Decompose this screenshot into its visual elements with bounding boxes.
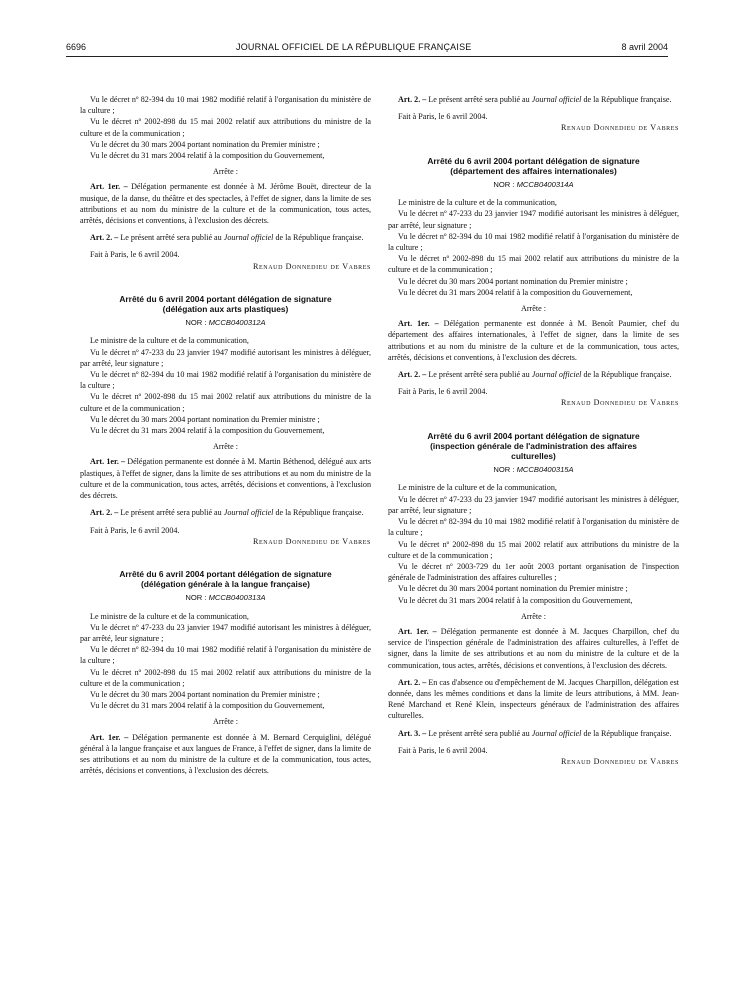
visa: Le ministre de la culture et de la communication, [90,336,249,346]
decree-title-line: Arrêté du 6 avril 2004 portant délégation de signature [119,293,332,304]
article-2 [80,507,371,518]
visa: Vu le décret du 30 mars 2004 portant nomination du Premier ministre ; [398,276,628,286]
decree-title-line: (délégation générale à la langue française) [141,579,310,590]
signature: Renaud Donnedieu de Vabres [561,756,679,766]
fait-line: Fait à Paris, le 6 avril 2004. [398,112,488,122]
visa: Vu le décret du 30 mars 2004 portant nomination du Premier ministre ; [90,414,320,424]
signature: Renaud Donnedieu de Vabres [253,536,371,546]
decree-title-line: Arrêté du 6 avril 2004 portant délégation de signature [427,430,640,441]
article-label: Art. 2. – [398,95,427,104]
arrete-label: Arrête : [521,304,546,314]
visa: Vu le décret nº 47-233 du 23 janvier 1947 modifié autorisant les ministres à déléguer, par arrêté, leur signature ; [388,494,679,515]
arrete-label: Arrête : [213,442,238,452]
visa: Vu le décret nº 2002-898 du 15 mai 2002 relatif aux attributions du ministre de la culture et de la communication ; [80,667,371,688]
article-label: Art. 1er. – [90,732,129,742]
article-text: En cas d'absence ou d'empêchement de M. Jacques Charpillon, délégation est donnée, dans les mêmes conditions et dans la limite de leurs attributions, à MM. Jean-René Marchand et René Klein, inspecteurs généraux de l'administration des affaires culturelles. [388,677,679,721]
signature: Renaud Donnedieu de Vabres [253,261,371,271]
article-label: Art. 2. – [90,233,119,243]
decree-title [388,156,679,176]
article-1 [80,732,371,777]
article-text: Le présent arrêté sera publié au [428,95,530,104]
visa: Vu le décret du 31 mars 2004 relatif à la composition du Gouvernement, [90,151,325,161]
article-text: Le présent arrêté sera publié au [120,233,222,243]
nor-reference [388,179,679,190]
decree-title-line: (inspection générale de l'administration des affaires [430,440,637,451]
article-label: Art. 1er. – [90,457,126,467]
article-label: Art. 1er. – [398,626,437,636]
decree-title-line: (délégation aux arts plastiques) [162,304,289,315]
article-label: Art. 2. – [90,508,119,518]
nor-label: NOR : [493,180,515,190]
nor-reference [80,592,371,603]
article-1 [388,626,679,671]
decree-title-line: Arrêté du 6 avril 2004 portant délégation de signature [427,155,640,166]
article-1 [80,456,371,501]
article-text: Le présent arrêté sera publié au [428,728,530,738]
article-2 [388,94,679,105]
article-label: Art. 2. – [398,370,427,380]
article-text: Délégation permanente est donnée à M. Jérôme Bouët, directeur de la musique, de la danse, du théâtre et des spectacles, à l'effet de signer, dans la limite de ses attributions et au nom du ministre de la culture et de la communication, tous actes, arrêtés, décisions et conventions, à l'exclusion des décrets. [80,182,371,226]
article-text: de la République française. [583,728,672,738]
article-label: Art. 1er. – [398,319,439,329]
visa: Vu le décret du 31 mars 2004 relatif à la composition du Gouvernement, [398,287,633,297]
article-text: Délégation permanente est donnée à M. Benoît Paumier, chef du département des affaires internationales, à l'effet de signer, dans la limite de ses attributions et au nom du ministre de la culture et de la communication, tous actes, arrêtés, décisions et conventions, à l'exclusion des décrets. [388,319,680,362]
nor-label: NOR : [493,465,515,475]
article-text: Délégation permanente est donnée à M. Bernard Cerquiglini, délégué général à la langue française et aux langues de France, à l'effet de signer, dans la limite de ses attributions et au nom du ministre de la culture et de la communication, tous actes, arrêtés, décisions et conventions, à l'exclusion des décrets. [80,732,372,776]
visa: Vu le décret nº 2003-729 du 1er août 2003 portant organisation de l'inspection générale de l'administration des affaires culturelles ; [388,561,679,583]
visa: Vu le décret nº 47-233 du 23 janvier 1947 modifié autorisant les ministres à déléguer, par arrêté, leur signature ; [388,209,679,230]
article-label: Art. 3. – [398,728,427,738]
nor-reference [80,317,371,328]
fait-line: Fait à Paris, le 6 avril 2004. [90,250,180,260]
article-text: Délégation permanente est donnée à M. Jacques Charpillon, chef du service de l'inspection générale de l'administration des affaires culturelles, à l'effet de signer, dans la limite de ses attributions et au nom du ministre de la culture et de la communication, tous actes, arrêtés, décisions et conventions, à l'exclusion des décrets. [388,626,679,670]
visa: Vu le décret nº 82-394 du 10 mai 1982 modifié relatif à l'organisation du ministère de la culture ; [80,95,371,116]
journal-officiel-italic: Journal officiel [531,728,582,738]
visa: Vu le décret nº 47-233 du 23 janvier 1947 modifié autorisant les ministres à déléguer, par arrêté, leur signature ; [80,622,371,643]
right-column [388,94,679,767]
header-rule [66,56,668,57]
article-text: de la République française. [275,233,364,243]
decree-title-line: Arrêté du 6 avril 2004 portant délégation de signature [119,568,332,579]
page-header [66,40,668,54]
visa: Vu le décret nº 2002-898 du 15 mai 2002 relatif aux attributions du ministre de la culture et de la communication ; [388,539,679,560]
visa: Le ministre de la culture et de la communication, [90,611,249,621]
visa: Le ministre de la culture et de la communication, [398,483,557,493]
visa: Vu le décret du 30 mars 2004 portant nomination du Premier ministre ; [398,584,628,594]
nor-code: MCCB0400312A [208,318,266,328]
journal-officiel-italic: Journal officiel [223,508,274,518]
decree-title [80,294,371,314]
article-text: de la République française. [275,508,364,518]
nor-reference [388,464,679,475]
article-2 [388,677,679,722]
visa: Vu le décret nº 2002-898 du 15 mai 2002 relatif aux attributions du ministre de la culture et de la communication ; [388,254,679,275]
visa: Vu le décret du 31 mars 2004 relatif à la composition du Gouvernement, [90,426,325,436]
fait-line: Fait à Paris, le 6 avril 2004. [398,387,488,397]
visa: Vu le décret nº 82-394 du 10 mai 1982 modifié relatif à l'organisation du ministère de la culture ; [80,370,371,391]
journal-officiel-italic: Journal officiel [223,233,274,243]
article-label: Art. 2. – [398,677,427,687]
article-1 [388,318,679,363]
nor-label: NOR : [185,318,207,328]
article-2 [388,369,679,380]
signature: Renaud Donnedieu de Vabres [561,123,679,133]
decree-title-line: (département des affaires internationales) [450,165,617,176]
visa: Vu le décret nº 47-233 du 23 janvier 1947 modifié autorisant les ministres à déléguer, par arrêté, leur signature ; [80,347,371,368]
article-text: Le présent arrêté sera publié au [120,508,222,518]
article-text: Le présent arrêté sera publié au [428,370,530,380]
visa: Vu le décret nº 2002-898 du 15 mai 2002 relatif aux attributions du ministre de la culture et de la communication ; [80,117,371,138]
article-text: de la République française. [583,370,672,380]
visa: Vu le décret nº 2002-898 du 15 mai 2002 relatif aux attributions du ministre de la culture et de la communication ; [80,392,371,413]
left-column [80,94,371,776]
fait-line: Fait à Paris, le 6 avril 2004. [90,525,180,535]
visa: Vu le décret nº 82-394 du 10 mai 1982 modifié relatif à l'organisation du ministère de la culture ; [80,645,371,666]
nor-code: MCCB0400315A [516,465,574,475]
decree-title [388,431,679,462]
article-3 [388,728,679,739]
article-1 [80,181,371,226]
fait-line: Fait à Paris, le 6 avril 2004. [398,745,488,755]
journal-officiel-italic: Journal officiel [531,370,582,380]
decree-title-line: culturelles) [511,451,556,462]
nor-code: MCCB0400313A [208,593,266,603]
visa: Vu le décret du 30 mars 2004 portant nomination du Premier ministre ; [90,689,320,699]
signature: Renaud Donnedieu de Vabres [561,398,679,408]
journal-title: JOURNAL OFFICIEL DE LA RÉPUBLIQUE FRANÇAISE [236,42,472,52]
nor-code: MCCB0400314A [516,180,574,190]
visa: Vu le décret nº 82-394 du 10 mai 1982 modifié relatif à l'organisation du ministère de la culture ; [388,231,679,253]
arrete-label: Arrête : [213,717,238,727]
decree-title [80,569,371,589]
nor-label: NOR : [185,593,207,603]
arrete-label: Arrête : [213,167,238,177]
article-text: de la République française. [583,95,672,104]
visa: Vu le décret du 30 mars 2004 portant nomination du Premier ministre ; [90,139,320,149]
visa: Vu le décret du 31 mars 2004 relatif à la composition du Gouvernement, [90,701,325,711]
article-text: Délégation permanente est donnée à M. Martin Béthenod, délégué aux arts plastiques, à l'effet de signer, dans la limite de ses attributions et au nom du ministre de la culture et de la communication, tous actes, arrêtés, décisions et conventions, à l'exclusion des décrets. [80,457,371,501]
issue-date: 8 avril 2004 [621,42,668,52]
page-number: 6696 [66,42,87,52]
visa: Vu le décret du 31 mars 2004 relatif à la composition du Gouvernement, [398,595,633,605]
article-label: Art. 1er. – [90,182,128,192]
visa: Le ministre de la culture et de la communication, [398,198,557,208]
article-2 [80,232,371,243]
journal-officiel-italic: Journal officiel [531,95,582,104]
arrete-label: Arrête : [521,611,546,621]
visa: Vu le décret nº 82-394 du 10 mai 1982 modifié relatif à l'organisation du ministère de la culture ; [388,517,679,538]
